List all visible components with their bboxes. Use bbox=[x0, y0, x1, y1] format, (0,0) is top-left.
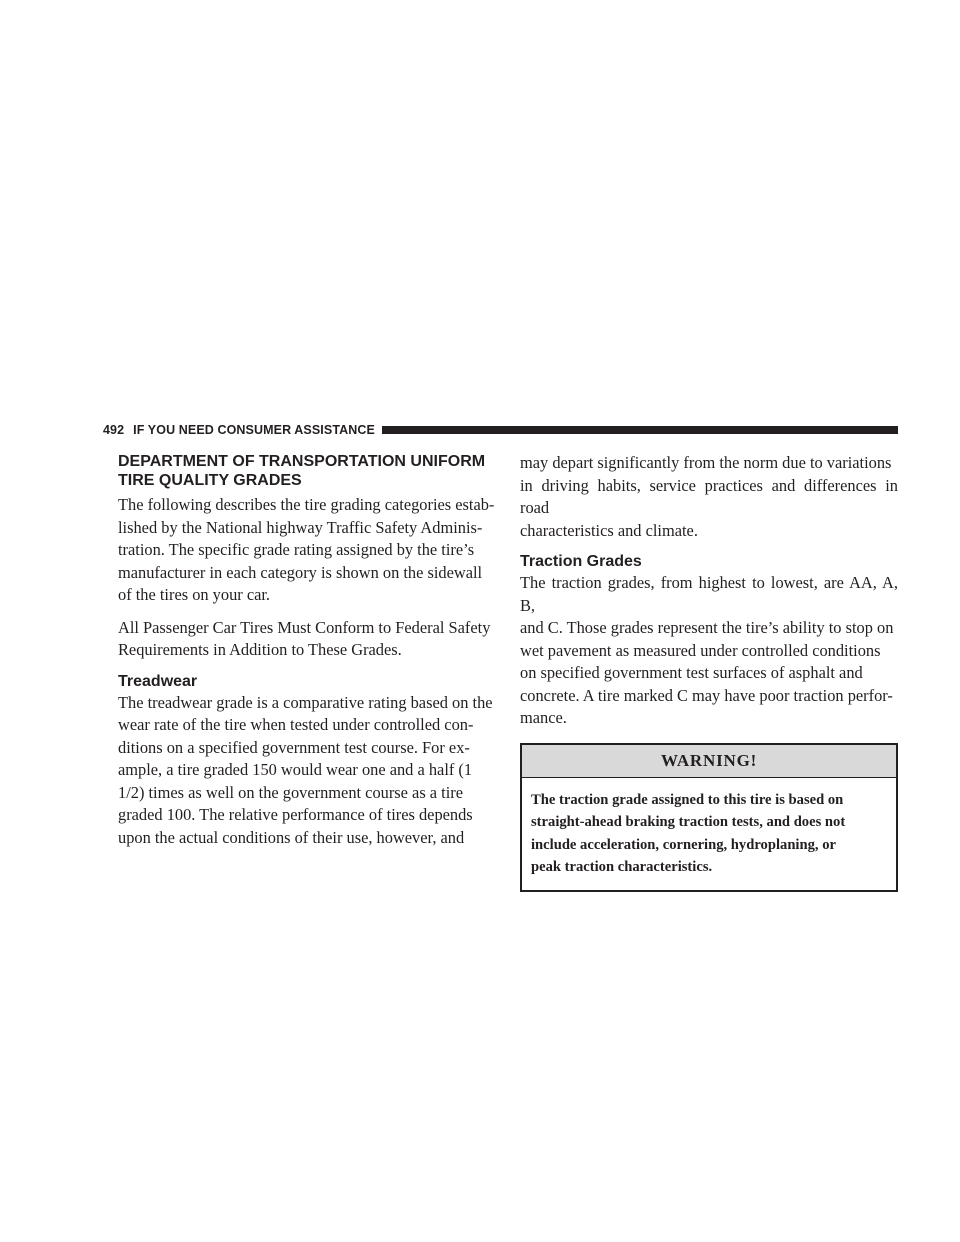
header-rule bbox=[382, 426, 898, 434]
main-heading-line1: DEPARTMENT OF TRANSPORTATION UNIFORM bbox=[118, 453, 486, 470]
warning-title: WARNING! bbox=[522, 745, 896, 778]
page-header bbox=[103, 423, 898, 437]
page-number: 492 bbox=[103, 423, 125, 437]
treadwear-heading: Treadwear bbox=[118, 672, 198, 690]
warning-text: The traction grade assigned to this tire is based on straight-ahead braking traction tests, and does not include acceleration, cornering, hydroplaning, or peak traction characteristics. bbox=[531, 791, 846, 875]
left-column bbox=[118, 452, 496, 849]
traction-paragraph: The traction grades, from highest to lowest, are AA, A, B, and C. Those grades represent the tire’s ability to stop on wet pavement as measured under controlled conditions on specified government test surfaces of asphalt and concrete. A tire marked C may have poor traction perfor- mance. bbox=[520, 573, 898, 727]
traction-heading: Traction Grades bbox=[520, 553, 642, 570]
main-heading bbox=[118, 452, 496, 490]
conform-paragraph: All Passenger Car Tires Must Conform to Federal Safety Requirements in Addition to These Grades. bbox=[118, 617, 491, 659]
treadwear-paragraph: The treadwear grade is a comparative rating based on the wear rate of the tire when tested under controlled con- ditions on a specified government test course. For ex- ample, a tire graded 150 would wear one and a half (1 1/2) times as well on the government course as a tire graded 100. The relative performance of tires depends upon the actual conditions of their use, however, and bbox=[118, 692, 493, 847]
section-title: IF YOU NEED CONSUMER ASSISTANCE bbox=[133, 423, 375, 437]
intro-paragraph: The following describes the tire grading categories estab- lished by the National highway Traffic Safety Adminis- tration. The specific grade rating assigned by the tire’s manufacturer in each category is shown on the sidewall of the tires on your car. bbox=[118, 495, 495, 604]
main-heading-line2: TIRE QUALITY GRADES bbox=[118, 472, 302, 489]
right-column bbox=[520, 452, 898, 892]
continuation-paragraph: may depart significantly from the norm due to variations in driving habits, service practices and differences in road characteristics and climate. bbox=[520, 453, 898, 540]
warning-box bbox=[520, 743, 898, 892]
